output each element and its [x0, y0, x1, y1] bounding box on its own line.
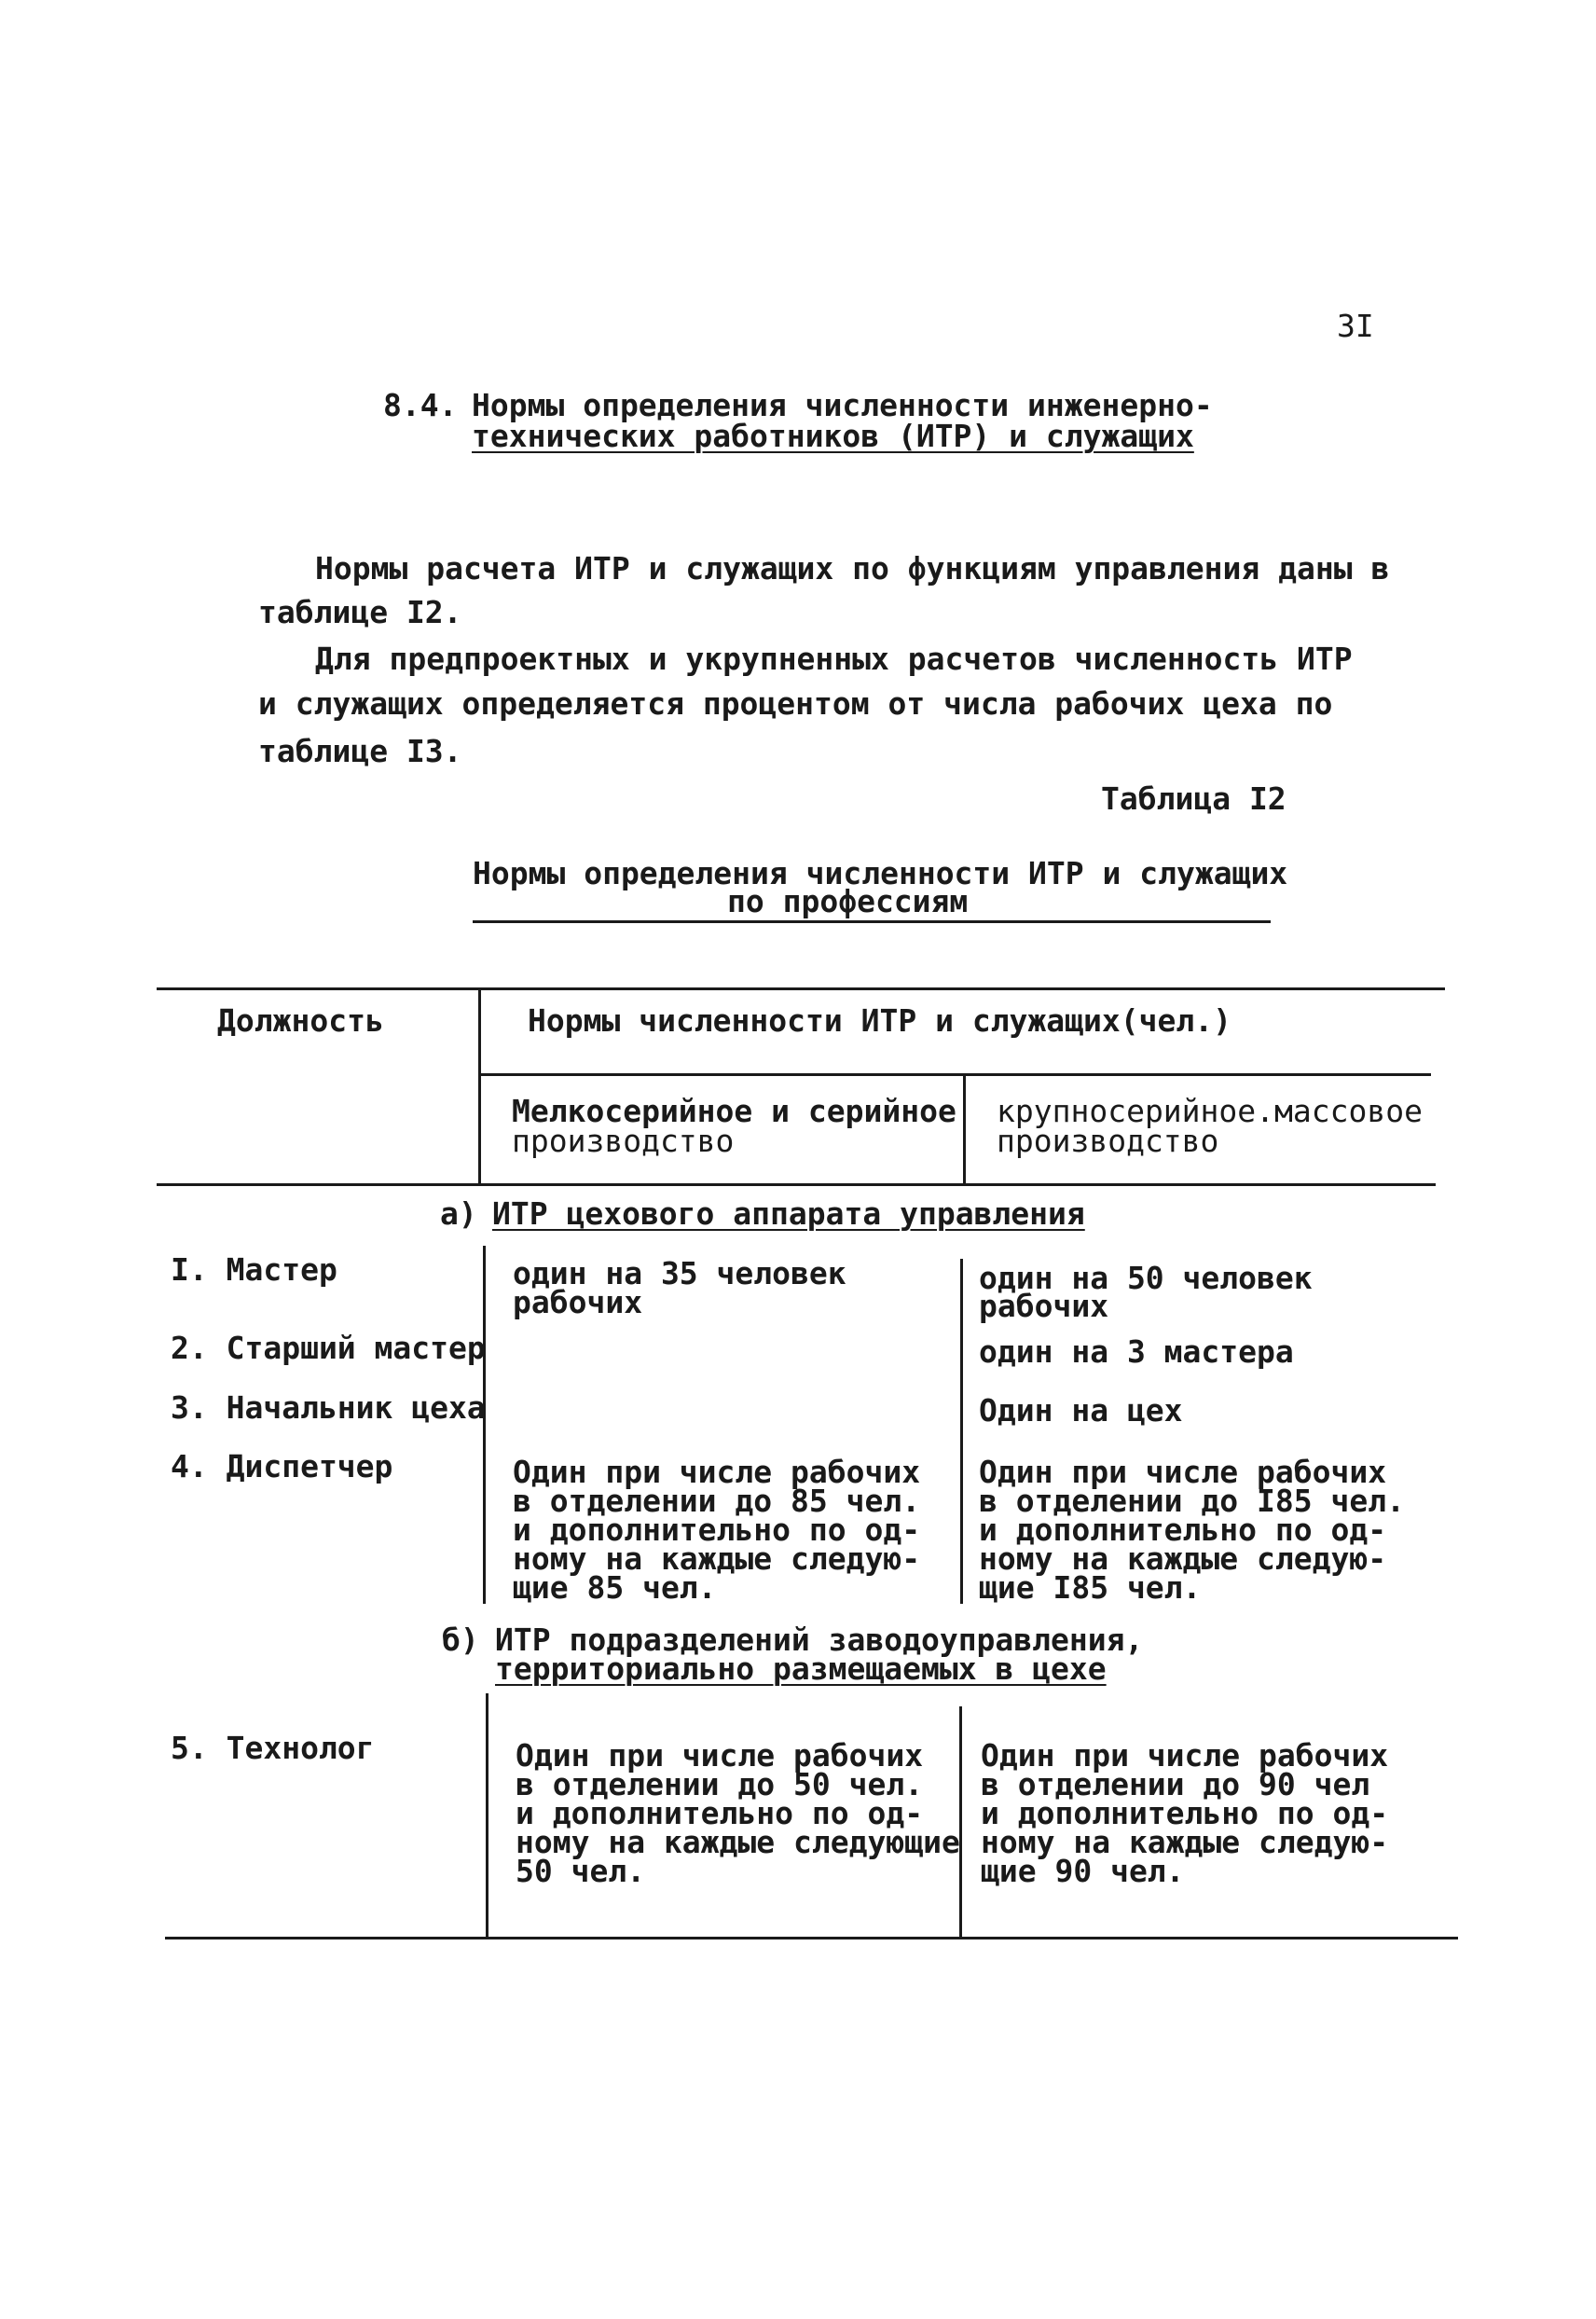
header-divider-vertical: [478, 987, 481, 1186]
table-title-line-1: Нормы определения численности ИТР и служащих: [473, 855, 1288, 891]
table-label: Таблица I2: [1101, 780, 1286, 817]
norm-large-dispatcher-line-5: щие I85 чел.: [979, 1569, 1202, 1606]
norm-large-technologist-line-1: Один при числе рабочих: [981, 1737, 1389, 1774]
col-header-norms: Нормы численности ИТР и служащих(чел.): [528, 1002, 1231, 1039]
position-technologist: 5. Технолог: [171, 1730, 375, 1766]
norm-small-technologist-line-5: 50 чел.: [516, 1853, 646, 1889]
section-b-title-line-1: ИТР подразделений заводоуправления,: [495, 1622, 1144, 1658]
norm-large-dispatcher-line-1: Один при числе рабочих: [979, 1454, 1387, 1490]
page-number: 3I: [1337, 308, 1374, 344]
section-title-line-1: Нормы определения численности инженерно-: [472, 387, 1213, 423]
paragraph-2-line-1: Для предпроектных и укрупненных расчетов численность ИТР: [315, 641, 1353, 677]
norm-large-senior-master-line-1: один на 3 мастера: [979, 1333, 1294, 1370]
sub-header-small-line-1: Мелкосерийное и серийное: [512, 1093, 956, 1129]
position-shop-head: 3. Начальник цеха: [171, 1389, 486, 1426]
col-header-position: Должность: [217, 1002, 384, 1039]
norm-large-dispatcher-line-3: и дополнительно по од-: [979, 1511, 1387, 1548]
norm-large-dispatcher-line-2: в отделении до I85 чел.: [979, 1483, 1405, 1519]
header-sub-rule: [478, 1073, 1431, 1076]
section-title-line-2: технических работников (ИТР) и служащих: [472, 418, 1194, 454]
sub-header-divider-vertical: [963, 1073, 966, 1186]
sub-header-small-line-2: производство: [512, 1123, 735, 1159]
norm-small-technologist-line-4: ному на каждые следующие: [516, 1824, 960, 1860]
norm-large-technologist-line-3: и дополнительно по од-: [981, 1795, 1389, 1831]
sub-header-large-line-2: производство: [997, 1123, 1219, 1159]
section-number: 8.4.: [383, 387, 458, 423]
norm-small-dispatcher-line-4: ному на каждые следую-: [513, 1540, 921, 1577]
norm-small-master-line-1: один на 35 человек: [513, 1255, 846, 1291]
section-b-prefix: б): [442, 1622, 479, 1658]
norm-large-technologist-line-4: ному на каждые следую-: [981, 1824, 1389, 1860]
section-a-title: ИТР цехового аппарата управления: [492, 1195, 1085, 1232]
norm-small-technologist-line-1: Один при числе рабочих: [516, 1737, 924, 1774]
paragraph-1-line-2: таблице I2.: [258, 594, 462, 630]
norm-large-dispatcher-line-4: ному на каждые следую-: [979, 1540, 1387, 1577]
header-bottom-rule: [157, 1183, 1436, 1186]
norm-small-dispatcher-line-1: Один при числе рабочих: [513, 1454, 921, 1490]
paragraph-2-line-2: и служащих определяется процентом от числа рабочих цеха по: [258, 685, 1333, 722]
norm-small-dispatcher-line-2: в отделении до 85 чел.: [513, 1483, 921, 1519]
section-a-prefix: а): [440, 1195, 477, 1232]
section-a-right-rule: [960, 1259, 963, 1604]
norm-small-dispatcher-line-3: и дополнительно по од-: [513, 1511, 921, 1548]
norm-large-master-line-1: один на 50 человек: [979, 1260, 1313, 1296]
table-top-rule: [157, 987, 1445, 990]
section-b-left-rule: [486, 1693, 488, 1939]
table-bottom-rule: [165, 1937, 1458, 1939]
norm-small-technologist-line-2: в отделении до 50 чел.: [516, 1766, 924, 1802]
table-title-line-2: по профессиям: [727, 883, 969, 919]
norm-large-technologist-line-2: в отделении до 90 чел: [981, 1766, 1370, 1802]
section-b-right-rule: [959, 1706, 962, 1939]
paragraph-2-line-3: таблице I3.: [258, 733, 462, 769]
norm-small-dispatcher-line-5: щие 85 чел.: [513, 1569, 717, 1606]
norm-small-master-line-2: рабочих: [513, 1284, 643, 1320]
paragraph-1-line-1: Нормы расчета ИТР и служащих по функциям управления даны в: [315, 550, 1390, 587]
sub-header-large-line-1: крупносерийное.массовое: [997, 1093, 1423, 1129]
norm-large-shop-head-line-1: Один на цех: [979, 1392, 1183, 1429]
norm-large-technologist-line-5: щие 90 чел.: [981, 1853, 1185, 1889]
position-senior-master: 2. Старший мастер: [171, 1330, 486, 1366]
table-title-underline: [473, 920, 1271, 923]
position-dispatcher: 4. Диспетчер: [171, 1448, 393, 1484]
section-b-title-line-2: территориально размещаемых в цехе: [495, 1650, 1107, 1687]
norm-large-master-line-2: рабочих: [979, 1288, 1109, 1324]
norm-small-technologist-line-3: и дополнительно по од-: [516, 1795, 924, 1831]
position-master: I. Мастер: [171, 1251, 337, 1288]
